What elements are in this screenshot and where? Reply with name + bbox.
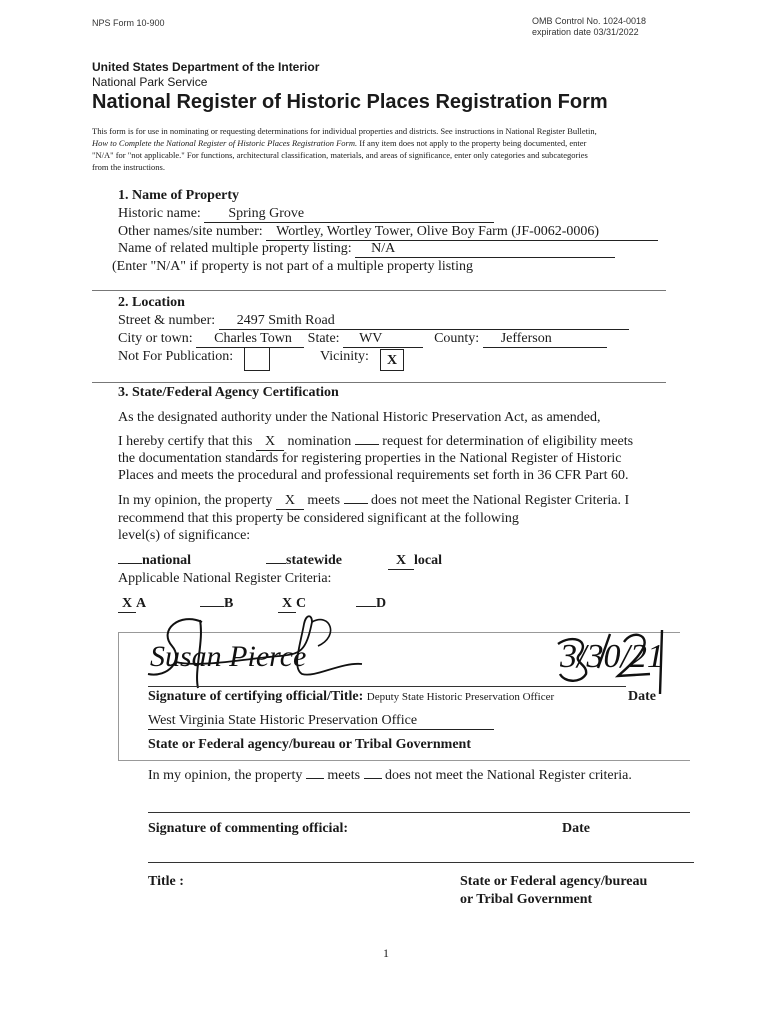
certifying-office-value[interactable]: West Virginia State Historic Preservation Office (148, 713, 494, 730)
service-name: National Park Service (92, 75, 208, 89)
certifying-date-label: Date (628, 689, 656, 704)
certifying-official-title: Deputy State Historic Preservation Officer (366, 691, 555, 703)
related-listing-label: Name of related multiple property listing: (118, 241, 352, 256)
criterion-a-label: A (136, 596, 147, 611)
comment-opinion-a: In my opinion, the property (148, 768, 303, 783)
page-number: 1 (383, 946, 389, 960)
nomination-mark[interactable]: X (256, 434, 284, 451)
criterion-a-option[interactable] (118, 596, 146, 613)
level-national-label: national (142, 553, 192, 568)
comment-does-not-meet-mark[interactable] (364, 778, 382, 779)
certify-text-b: nomination (287, 434, 352, 449)
comment-opinion-line (148, 768, 632, 784)
meets-mark[interactable]: X (276, 493, 304, 510)
page-title: National Register of Historic Places Registration Form (92, 91, 608, 113)
criterion-d-option[interactable] (356, 596, 386, 612)
certification-bottom-rule (118, 760, 690, 761)
city-field[interactable]: Charles Town (196, 331, 304, 348)
intro-line-3: "N/A" for "not applicable." For functions, architectural classification, materials, and areas of significance, enter only categories and subcategories (92, 150, 588, 160)
omb-control: OMB Control No. 1024-0018 (532, 16, 647, 26)
department-name: United States Department of the Interior (92, 60, 320, 74)
does-not-meet-mark[interactable] (344, 503, 368, 504)
level-national-option[interactable] (118, 553, 191, 569)
divider-2 (92, 382, 666, 383)
signature-line (148, 686, 626, 687)
criterion-b-option[interactable] (200, 596, 233, 612)
vicinity-label: Vicinity: (320, 349, 369, 364)
recommend-line: recommend that this property be considered significant at the following (118, 511, 519, 526)
level-statewide-label: statewide (286, 553, 342, 568)
historic-name-field[interactable]: Spring Grove (204, 206, 494, 223)
level-statewide-option[interactable] (266, 553, 342, 569)
section-1-heading: 1. Name of Property (118, 188, 240, 203)
street-field[interactable]: 2497 Smith Road (219, 313, 629, 330)
not-for-publication-checkbox[interactable] (244, 347, 270, 371)
comment-meets-mark[interactable] (306, 778, 324, 779)
level-local-mark: X (388, 553, 414, 570)
criterion-b-label: B (224, 596, 234, 611)
other-names-label: Other names/site number: (118, 224, 263, 239)
opinion-text-b: meets (307, 493, 341, 508)
signature-text: Susan Pierce (150, 640, 307, 673)
certify-text-c: request for determination of eligibility meets (382, 434, 634, 449)
criteria-label: Applicable National Register Criteria: (118, 571, 332, 586)
opinion-text-c: does not meet the National Register Criteria. I (371, 493, 630, 508)
vicinity-checkbox[interactable]: X (380, 349, 404, 371)
form-number: NPS Form 10-900 (92, 18, 165, 28)
street-row (118, 313, 629, 330)
intro-text (92, 125, 682, 173)
not-for-publication-label: Not For Publication: (118, 349, 234, 364)
certify-text-a: I hereby certify that this (118, 434, 253, 449)
intro-line-2-rest: If any item does not apply to the property being documented, enter (357, 138, 587, 148)
divider-1 (92, 290, 666, 291)
title-line (148, 862, 694, 863)
county-label: County: (434, 331, 480, 346)
section-3-heading: 3. State/Federal Agency Certification (118, 385, 339, 400)
request-mark[interactable] (355, 444, 379, 445)
certifying-office (148, 713, 494, 730)
city-row (118, 331, 607, 348)
comment-opinion-c: does not meet the National Register criteria. (385, 768, 632, 783)
certifying-signature-label: Signature of certifying official/Title: (148, 689, 364, 704)
comment-signature-line (148, 812, 690, 813)
commenting-date-label: Date (562, 821, 590, 836)
opinion-text-a: In my opinion, the property (118, 493, 273, 508)
authority-statement: As the designated authority under the National Historic Preservation Act, as amended, (118, 410, 601, 425)
commenting-title-label: Title : (148, 874, 184, 889)
intro-line-1: This form is for use in nominating or requesting determinations for individual properties and districts. See instructions in National Register Bulletin, (92, 126, 597, 136)
certification-left-rule (118, 632, 119, 760)
opinion-line (118, 493, 629, 510)
comment-opinion-b: meets (327, 768, 361, 783)
other-names-row (118, 224, 658, 241)
certify-line (118, 434, 633, 451)
signature-date: 3/30/21 (560, 638, 664, 675)
criterion-d-label: D (376, 596, 387, 611)
state-field[interactable]: WV (343, 331, 423, 348)
commenting-agency-line-2: or Tribal Government (460, 892, 593, 907)
commenting-signature-label: Signature of commenting official: (148, 821, 348, 836)
street-label: Street & number: (118, 313, 216, 328)
certifying-signature-row (148, 689, 554, 705)
certify-line-3: Places and meets the procedural and professional requirements set forth in 36 CFR Part 60. (118, 468, 629, 483)
certify-line-2: the documentation standards for registering properties in the National Register of Historic (118, 451, 622, 466)
related-listing-row (118, 241, 615, 258)
other-names-field[interactable]: Wortley, Wortley Tower, Olive Boy Farm (JF-0062-0006) (266, 224, 658, 241)
level-local-label: local (414, 553, 442, 568)
expiration-date: expiration date 03/31/2022 (532, 27, 639, 37)
intro-line-2 (92, 137, 682, 149)
criterion-c-label: C (296, 596, 307, 611)
criterion-a-mark: X (118, 596, 136, 613)
criterion-c-mark: X (278, 596, 296, 613)
historic-name-row (118, 206, 494, 223)
level-local-option[interactable] (388, 553, 442, 570)
city-label: City or town: (118, 331, 193, 346)
historic-name-label: Historic name: (118, 206, 201, 221)
county-field[interactable]: Jefferson (483, 331, 607, 348)
related-listing-field[interactable]: N/A (355, 241, 615, 258)
levels-line: level(s) of significance: (118, 528, 251, 543)
state-label: State: (307, 331, 340, 346)
commenting-agency-line-1: State or Federal agency/bureau (460, 874, 648, 889)
certifying-agency-label: State or Federal agency/bureau or Tribal Government (148, 737, 472, 752)
intro-line-4: from the instructions. (92, 162, 165, 172)
criterion-c-option[interactable] (278, 596, 306, 613)
intro-bulletin-title: How to Complete the National Register of Historic Places Registration Form. (92, 138, 358, 148)
listing-note: (Enter "N/A" if property is not part of a multiple property listing (112, 259, 473, 274)
section-2-heading: 2. Location (118, 295, 185, 310)
